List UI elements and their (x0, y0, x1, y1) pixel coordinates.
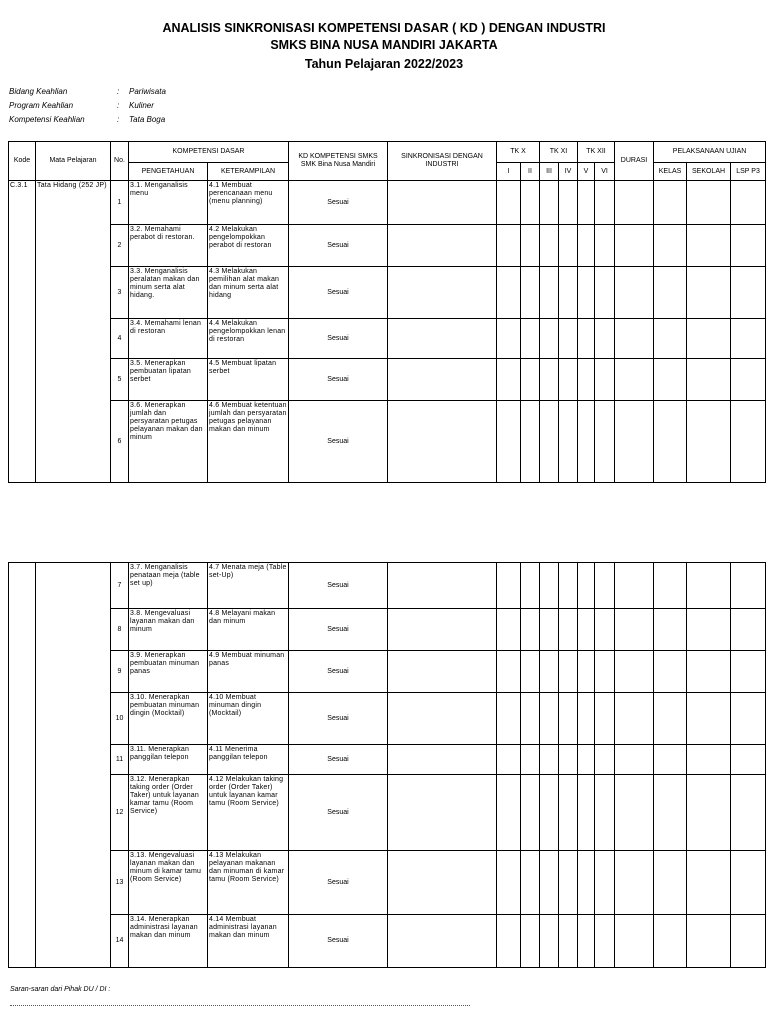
header-kode: Kode (9, 142, 36, 181)
cell-sem-1 (497, 775, 521, 851)
cell-sem-2 (521, 693, 540, 745)
table-row (9, 915, 766, 968)
table-row (9, 745, 766, 775)
cell-pengetahuan: 3.7. Menganalisis penataan meja (table set up) (129, 563, 208, 609)
cell-sem-5 (578, 745, 595, 775)
saran-label: Saran-saran dari Pihak DU / DI : (10, 986, 111, 993)
meta-row (9, 113, 166, 127)
cell-sem-4 (559, 651, 578, 693)
cell-sekolah (687, 225, 731, 267)
cell-sinkronisasi (388, 745, 497, 775)
cell-sem-4 (559, 563, 578, 609)
cell-sem-1 (497, 915, 521, 968)
cell-sekolah (687, 851, 731, 915)
cell-kode (9, 563, 36, 968)
table-row (9, 359, 766, 401)
cell-sem-4 (559, 401, 578, 483)
table-row (9, 651, 766, 693)
cell-keterampilan: 4.11 Menerima panggilan telepon (208, 745, 289, 775)
cell-pengetahuan: 3.14. Menerapkan administrasi layanan makan dan minum (129, 915, 208, 968)
header-tk-x: TK X (497, 142, 540, 163)
header-tk-xi: TK XI (540, 142, 578, 163)
cell-kd-smks: Sesuai (289, 775, 388, 851)
header-no: No. (111, 142, 129, 181)
cell-mapel (36, 563, 111, 968)
cell-sem-5 (578, 319, 595, 359)
cell-no: 5 (111, 359, 129, 401)
cell-sem-6 (595, 319, 615, 359)
cell-keterampilan: 4.6 Membuat ketentuan jumlah dan persyaratan petugas pelayanan makan dan minum (208, 401, 289, 483)
header-sem-5: V (578, 163, 595, 181)
cell-pengetahuan: 3.10. Menerapkan pembuatan minuman dingin (Mocktail) (129, 693, 208, 745)
cell-sem-5 (578, 693, 595, 745)
cell-sem-5 (578, 851, 595, 915)
cell-no: 9 (111, 651, 129, 693)
cell-no: 7 (111, 563, 129, 609)
table-row (9, 401, 766, 483)
cell-kelas (654, 693, 687, 745)
cell-lsp (731, 319, 766, 359)
cell-sem-3 (540, 401, 559, 483)
cell-no: 11 (111, 745, 129, 775)
cell-sem-4 (559, 225, 578, 267)
cell-sem-4 (559, 775, 578, 851)
cell-keterampilan: 4.12 Melakukan taking order (Order Taker) untuk layanan kamar tamu (Room Service) (208, 775, 289, 851)
cell-pengetahuan: 3.1. Menganalisis menu (129, 181, 208, 225)
cell-sinkronisasi (388, 267, 497, 319)
cell-sem-6 (595, 651, 615, 693)
table-row (9, 609, 766, 651)
table-body-page1 (9, 181, 766, 483)
table-body-page2 (9, 563, 766, 968)
cell-pengetahuan: 3.8. Mengevaluasi layanan makan dan minum (129, 609, 208, 651)
cell-keterampilan: 4.13 Melakukan pelayanan makanan dan minuman di kamar tamu (Room Service) (208, 851, 289, 915)
cell-sem-6 (595, 401, 615, 483)
cell-sem-3 (540, 359, 559, 401)
cell-sekolah (687, 181, 731, 225)
cell-sem-6 (595, 851, 615, 915)
cell-no: 14 (111, 915, 129, 968)
cell-keterampilan: 4.10 Membuat minuman dingin (Mocktail) (208, 693, 289, 745)
header-sem-2: II (521, 163, 540, 181)
cell-sekolah (687, 775, 731, 851)
cell-kelas (654, 563, 687, 609)
cell-sem-2 (521, 745, 540, 775)
cell-kd-smks: Sesuai (289, 609, 388, 651)
cell-lsp (731, 609, 766, 651)
cell-pengetahuan: 3.5. Menerapkan pembuatan lipatan serbet (129, 359, 208, 401)
meta-sep: : (117, 101, 120, 110)
cell-pengetahuan: 3.4. Memahami lenan di restoran (129, 319, 208, 359)
cell-no: 8 (111, 609, 129, 651)
cell-no: 12 (111, 775, 129, 851)
table-row (9, 693, 766, 745)
academic-year: Tahun Pelajaran 2022/2023 (304, 57, 464, 71)
cell-sinkronisasi (388, 401, 497, 483)
cell-lsp (731, 693, 766, 745)
meta-label: Kompetensi Keahlian (9, 115, 85, 124)
cell-durasi (615, 401, 654, 483)
table-row (9, 563, 766, 609)
cell-durasi (615, 745, 654, 775)
cell-sem-6 (595, 745, 615, 775)
cell-kd-smks: Sesuai (289, 851, 388, 915)
cell-sem-5 (578, 915, 595, 968)
cell-durasi (615, 225, 654, 267)
cell-keterampilan: 4.1 Membuat perencanaan menu (menu planning) (208, 181, 289, 225)
cell-no: 4 (111, 319, 129, 359)
cell-durasi (615, 359, 654, 401)
cell-pengetahuan: 3.6. Menerapkan jumlah dan persyaratan petugas pelayanan makan dan minum (129, 401, 208, 483)
cell-lsp (731, 775, 766, 851)
meta-label: Program Keahlian (9, 101, 74, 110)
cell-sem-3 (540, 693, 559, 745)
cell-sem-4 (559, 851, 578, 915)
cell-sinkronisasi (388, 609, 497, 651)
table-row (9, 267, 766, 319)
meta-row (9, 99, 166, 113)
cell-lsp (731, 651, 766, 693)
cell-sem-5 (578, 359, 595, 401)
cell-kelas (654, 181, 687, 225)
header-kd-smks: KD KOMPETENSI SMKS SMK Bina Nusa Mandiri (289, 142, 388, 181)
cell-durasi (615, 775, 654, 851)
cell-durasi (615, 563, 654, 609)
cell-durasi (615, 267, 654, 319)
cell-kelas (654, 359, 687, 401)
cell-sem-3 (540, 775, 559, 851)
cell-sem-5 (578, 401, 595, 483)
cell-lsp (731, 181, 766, 225)
cell-sekolah (687, 267, 731, 319)
school-name: SMKS BINA NUSA MANDIRI JAKARTA (270, 38, 498, 52)
cell-sinkronisasi (388, 225, 497, 267)
cell-kd-smks: Sesuai (289, 915, 388, 968)
cell-keterampilan: 4.7 Menata meja (Table set-Up) (208, 563, 289, 609)
cell-sinkronisasi (388, 319, 497, 359)
cell-sem-2 (521, 225, 540, 267)
meta-value: Kuliner (129, 101, 154, 110)
cell-sekolah (687, 651, 731, 693)
header-kelas: KELAS (654, 163, 687, 181)
header-sinkronisasi: SINKRONISASI DENGAN INDUSTRI (388, 142, 497, 181)
cell-durasi (615, 651, 654, 693)
cell-sem-2 (521, 319, 540, 359)
cell-pengetahuan: 3.9. Menerapkan pembuatan minuman panas (129, 651, 208, 693)
cell-kelas (654, 651, 687, 693)
cell-durasi (615, 915, 654, 968)
cell-sem-6 (595, 693, 615, 745)
cell-sem-1 (497, 745, 521, 775)
doc-title: ANALISIS SINKRONISASI KOMPETENSI DASAR ( KD ) DENGAN INDUSTRI (162, 21, 606, 35)
cell-sinkronisasi (388, 181, 497, 225)
cell-sem-6 (595, 359, 615, 401)
header-mapel: Mata Pelajaran (36, 142, 111, 181)
cell-sem-5 (578, 225, 595, 267)
header-ujian: PELAKSANAAN UJIAN (654, 142, 766, 163)
cell-sem-2 (521, 609, 540, 651)
meta-sep: : (117, 87, 120, 96)
cell-pengetahuan: 3.12. Menerapkan taking order (Order Taker) untuk layanan kamar tamu (Room Service) (129, 775, 208, 851)
cell-sem-6 (595, 609, 615, 651)
cell-durasi (615, 693, 654, 745)
header-lsp: LSP P3 (731, 163, 766, 181)
cell-sekolah (687, 401, 731, 483)
cell-sekolah (687, 693, 731, 745)
kd-table-page2 (8, 562, 766, 968)
cell-sem-1 (497, 225, 521, 267)
cell-lsp (731, 851, 766, 915)
cell-kd-smks: Sesuai (289, 359, 388, 401)
cell-sem-5 (578, 651, 595, 693)
cell-sekolah (687, 563, 731, 609)
meta-value: Tata Boga (129, 115, 166, 124)
header-keterampilan: KETERAMPILAN (208, 163, 289, 181)
header-sekolah: SEKOLAH (687, 163, 731, 181)
cell-sem-2 (521, 359, 540, 401)
cell-keterampilan: 4.14 Membuat administrasi layanan makan dan minum (208, 915, 289, 968)
cell-no: 13 (111, 851, 129, 915)
cell-sem-1 (497, 319, 521, 359)
cell-kelas (654, 915, 687, 968)
kd-table-page1 (8, 141, 766, 483)
cell-kd-smks: Sesuai (289, 745, 388, 775)
cell-sem-3 (540, 915, 559, 968)
meta-block (9, 85, 166, 127)
cell-lsp (731, 563, 766, 609)
meta-label: Bidang Keahlian (9, 87, 68, 96)
cell-sem-1 (497, 401, 521, 483)
cell-sem-2 (521, 851, 540, 915)
cell-kelas (654, 745, 687, 775)
cell-sem-3 (540, 181, 559, 225)
cell-sem-2 (521, 267, 540, 319)
meta-row (9, 85, 166, 99)
cell-lsp (731, 401, 766, 483)
cell-sem-1 (497, 181, 521, 225)
table-row (9, 775, 766, 851)
cell-sem-6 (595, 563, 615, 609)
cell-sem-6 (595, 775, 615, 851)
cell-sem-5 (578, 181, 595, 225)
cell-durasi (615, 851, 654, 915)
cell-kelas (654, 775, 687, 851)
cell-sem-4 (559, 693, 578, 745)
cell-sem-4 (559, 915, 578, 968)
cell-sem-3 (540, 851, 559, 915)
cell-lsp (731, 267, 766, 319)
cell-sinkronisasi (388, 915, 497, 968)
table-row (9, 225, 766, 267)
cell-sem-2 (521, 775, 540, 851)
cell-keterampilan: 4.3 Melakukan pemilihan alat makan dan minum serta alat hidang (208, 267, 289, 319)
cell-sem-1 (497, 651, 521, 693)
cell-sem-6 (595, 225, 615, 267)
cell-sem-6 (595, 181, 615, 225)
cell-sem-4 (559, 745, 578, 775)
cell-sem-2 (521, 915, 540, 968)
header-sem-1: I (497, 163, 521, 181)
cell-sem-6 (595, 267, 615, 319)
cell-sekolah (687, 745, 731, 775)
cell-keterampilan: 4.8 Melayani makan dan minum (208, 609, 289, 651)
table-row (9, 319, 766, 359)
table-row (9, 181, 766, 225)
saran-dotted-line (10, 1005, 470, 1006)
cell-kelas (654, 225, 687, 267)
cell-sem-2 (521, 651, 540, 693)
cell-sem-1 (497, 609, 521, 651)
cell-kd-smks: Sesuai (289, 563, 388, 609)
header-durasi: DURASI (615, 142, 654, 181)
cell-sekolah (687, 609, 731, 651)
cell-sinkronisasi (388, 651, 497, 693)
cell-no: 2 (111, 225, 129, 267)
header-sem-4: IV (559, 163, 578, 181)
cell-kd-smks: Sesuai (289, 267, 388, 319)
cell-sem-1 (497, 851, 521, 915)
cell-sekolah (687, 359, 731, 401)
cell-keterampilan: 4.5 Membuat lipatan serbet (208, 359, 289, 401)
cell-sinkronisasi (388, 775, 497, 851)
cell-lsp (731, 915, 766, 968)
cell-sem-4 (559, 319, 578, 359)
header-tk-xii: TK XII (578, 142, 615, 163)
cell-sem-3 (540, 319, 559, 359)
cell-sem-5 (578, 775, 595, 851)
cell-sem-1 (497, 693, 521, 745)
cell-sinkronisasi (388, 359, 497, 401)
cell-lsp (731, 359, 766, 401)
cell-kd-smks: Sesuai (289, 225, 388, 267)
cell-sem-1 (497, 267, 521, 319)
cell-sem-3 (540, 225, 559, 267)
cell-sem-4 (559, 267, 578, 319)
meta-value: Pariwisata (129, 87, 166, 96)
meta-sep: : (117, 115, 120, 124)
cell-kd-smks: Sesuai (289, 693, 388, 745)
cell-kd-smks: Sesuai (289, 181, 388, 225)
cell-pengetahuan: 3.2. Memahami perabot di restoran. (129, 225, 208, 267)
cell-sem-4 (559, 609, 578, 651)
cell-pengetahuan: 3.13. Mengevaluasi layanan makan dan minum di kamar tamu (Room Service) (129, 851, 208, 915)
cell-keterampilan: 4.2 Melakukan pengelompokkan perabot di restoran (208, 225, 289, 267)
cell-kd-smks: Sesuai (289, 401, 388, 483)
cell-sekolah (687, 319, 731, 359)
cell-kd-smks: Sesuai (289, 319, 388, 359)
cell-kd-smks: Sesuai (289, 651, 388, 693)
cell-sinkronisasi (388, 851, 497, 915)
cell-sem-3 (540, 609, 559, 651)
cell-sem-5 (578, 609, 595, 651)
cell-durasi (615, 181, 654, 225)
cell-lsp (731, 225, 766, 267)
cell-keterampilan: 4.9 Membuat minuman panas (208, 651, 289, 693)
cell-pengetahuan: 3.3. Menganalisis peralatan makan dan minum serta alat hidang. (129, 267, 208, 319)
cell-kelas (654, 609, 687, 651)
cell-sem-3 (540, 745, 559, 775)
cell-sem-4 (559, 181, 578, 225)
cell-pengetahuan: 3.11. Menerapkan panggilan telepon (129, 745, 208, 775)
cell-sem-2 (521, 401, 540, 483)
cell-sinkronisasi (388, 563, 497, 609)
cell-sem-1 (497, 563, 521, 609)
cell-sem-6 (595, 915, 615, 968)
cell-no: 6 (111, 401, 129, 483)
cell-sem-5 (578, 267, 595, 319)
cell-kelas (654, 851, 687, 915)
cell-no: 1 (111, 181, 129, 225)
cell-mapel: Tata Hidang (252 JP) (36, 181, 111, 483)
cell-no: 3 (111, 267, 129, 319)
cell-kelas (654, 401, 687, 483)
header-kd: KOMPETENSI DASAR (129, 142, 289, 163)
cell-sem-2 (521, 563, 540, 609)
cell-sem-4 (559, 359, 578, 401)
cell-kelas (654, 319, 687, 359)
cell-durasi (615, 609, 654, 651)
cell-keterampilan: 4.4 Melakukan pengelompokkan lenan di restoran (208, 319, 289, 359)
cell-sem-2 (521, 181, 540, 225)
cell-kode: C.3.1 (9, 181, 36, 483)
cell-sem-3 (540, 267, 559, 319)
cell-sekolah (687, 915, 731, 968)
cell-kelas (654, 267, 687, 319)
table-row (9, 851, 766, 915)
cell-sem-3 (540, 651, 559, 693)
cell-sem-5 (578, 563, 595, 609)
cell-no: 10 (111, 693, 129, 745)
header-sem-6: VI (595, 163, 615, 181)
cell-durasi (615, 319, 654, 359)
header-sem-3: III (540, 163, 559, 181)
cell-lsp (731, 745, 766, 775)
cell-sem-3 (540, 563, 559, 609)
header-pengetahuan: PENGETAHUAN (129, 163, 208, 181)
cell-sinkronisasi (388, 693, 497, 745)
cell-sem-1 (497, 359, 521, 401)
